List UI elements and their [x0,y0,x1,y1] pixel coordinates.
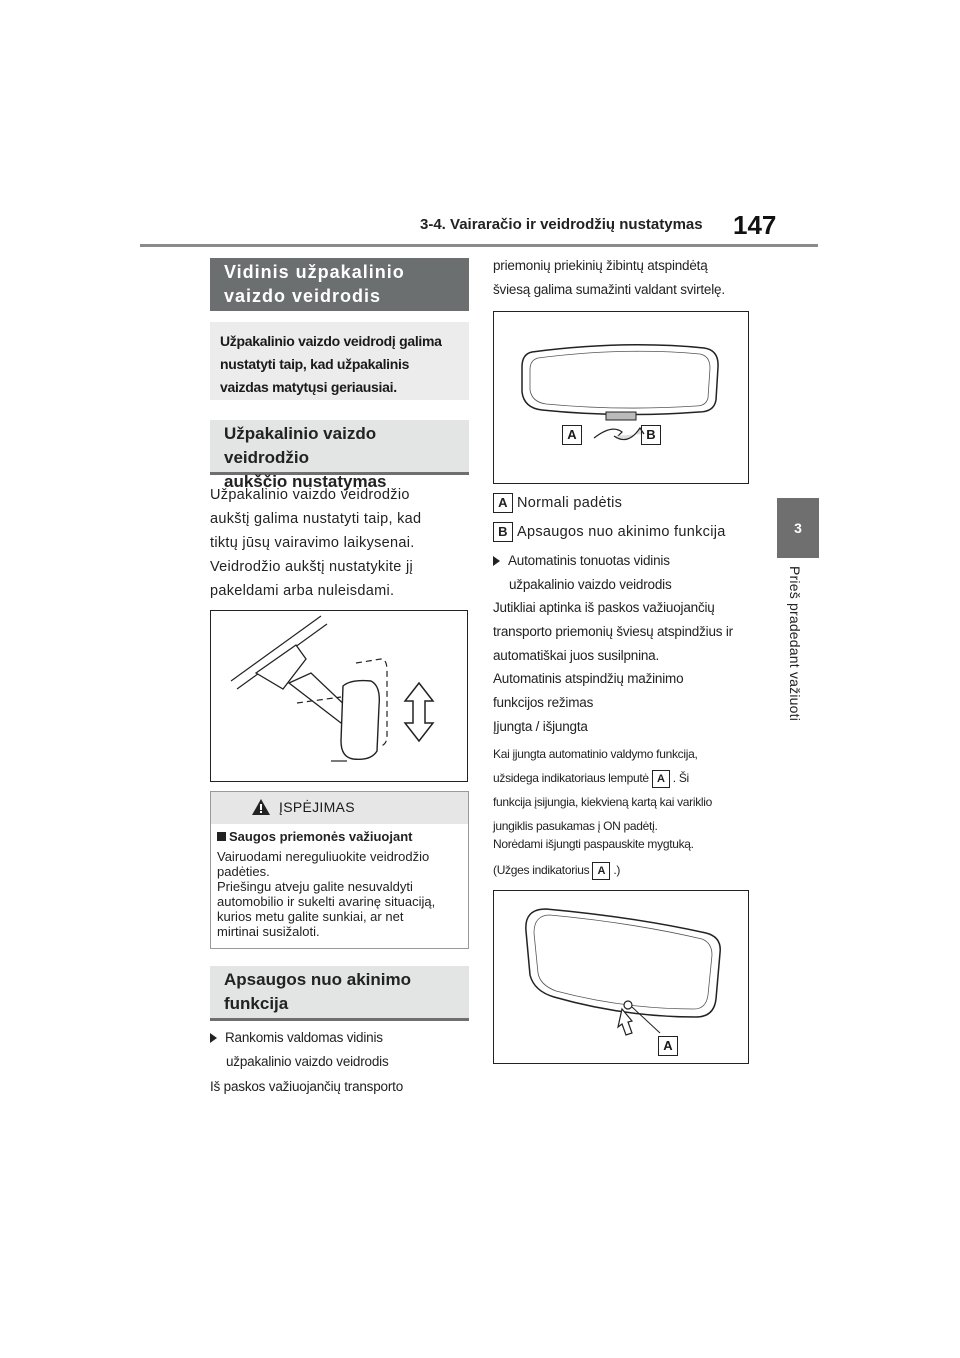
header-rule [140,244,818,247]
bottom-line: Iš paskos važiuojančių transporto [210,1079,404,1094]
bullet-triangle-icon [210,1033,217,1043]
mode-line1: Automatinis atspindžių mažinimo [493,671,684,686]
right-top-line1: priemonių priekinių žibintų atspindėtą [493,258,708,273]
note-line1: Kai įjungta automatinio valdymo funkcija, [493,747,698,761]
bullet-manual [210,1026,470,1074]
intro-line2: nustatyti taip, kad užpakalinis [220,356,410,372]
intro-line1: Užpakalinio vaizdo veidrodį galima [220,333,442,349]
page-number: 147 [733,210,777,240]
bullet1-line1: Rankomis valdomas vidinis [225,1030,383,1045]
note-line6-post: .) [613,863,621,877]
fig2-label-a: A [658,1036,678,1056]
height-text-line1: Užpakalinio vaizdo veidrodžio [210,487,410,503]
note-line3: funkcija įsijungia, kiekvieną kartą kai variklio [493,795,713,809]
auto-mirror-figure [493,890,749,1064]
main-heading-line2: vaizdo veidrodis [224,286,382,306]
legend-a-text: Normali padėtis [517,495,623,511]
height-heading-line2: aukščio nustatymas [224,472,387,491]
bullet2-line1: Automatinis tonuotas vidinis [508,553,670,568]
height-paragraph [210,483,470,555]
height-text-line2: aukštį galima nustatyti taip, kad [210,511,422,527]
legend-a [493,491,763,515]
warning-line6: mirtinai susižaloti. [217,924,320,939]
warning-box [210,791,469,949]
warning-title: ĮSPĖJIMAS [279,799,355,815]
note-paragraph [493,742,763,838]
mode-line2: funkcijos režimas [493,695,594,710]
warning-line2: padėties. [217,864,270,879]
note-line4: jungiklis pasukamas į ON padėtį. [493,819,658,833]
mode-paragraph [493,667,763,715]
fig1-label-b: B [641,425,661,445]
height-text-line3: tiktų jūsų vairavimo laikysenai. [210,535,415,551]
auto-paragraph [493,596,763,668]
height-text2-line1: Veidrodžio aukštį nustatykite jį [210,559,414,575]
note-line2-post: . Ši [672,771,689,785]
antiglare-heading-line2: funkcija [224,994,289,1013]
auto-mirror-illustration [494,891,748,1063]
fig1-label-a: A [562,425,582,445]
right-top-line2: šviesą galima sumažinti valdant svirtelę. [493,282,725,297]
bullet2-line2: užpakalinio vaizdo veidrodis [509,577,672,592]
on-off-text: Įjungta / išjungta [493,719,588,734]
note-line2 [493,766,763,790]
warning-line5: kurios metu galite sunkiai, ar net [217,909,404,924]
note-line6 [493,858,763,882]
mirror-height-illustration [211,611,467,781]
chapter-tab[interactable]: 3 [777,498,819,558]
bullet1-line2: užpakalinio vaizdo veidrodis [226,1054,389,1069]
warning-header [211,792,468,824]
chapter-label: Prieš pradedant važiuoti [787,566,803,721]
intro-line3: vaizdas matytųsi geriausiai. [220,379,397,395]
height-text2-line2: pakeldami arba nuleisdami. [210,583,395,599]
note-line2-badge: A [652,770,670,788]
warning-icon [251,798,271,821]
square-bullet-icon [217,832,226,841]
note-paragraph-2 [493,832,763,882]
warning-subtitle [217,829,462,844]
legend-b-badge: B [493,522,513,542]
note-line2-pre: užsidega indikatoriaus lemputė [493,771,649,785]
main-heading [210,258,469,311]
mirror-height-figure [210,610,468,782]
intro-box [210,322,469,400]
right-top-text [493,254,763,302]
note-line6-badge: A [592,862,610,880]
legend-b [493,520,763,544]
height-heading-line1: Užpakalinio vaizdo veidrodžio [224,424,377,467]
height-paragraph-2 [210,555,470,603]
main-heading-line1: Vidinis užpakalinio [224,262,405,282]
note-line6-pre: (Užges indikatorius [493,863,590,877]
auto-text-line2: transporto priemonių šviesų atspindžius ir [493,624,733,639]
antiglare-heading-line1: Apsaugos nuo akinimo [224,970,412,989]
bullet-auto [493,549,763,597]
warning-line4: automobilio ir sukelti avarinę situaciją, [217,894,436,909]
warning-line1: Vairuodami nereguliuokite veidrodžio [217,849,430,864]
manual-mirror-illustration [494,312,748,483]
bullet-triangle-icon [493,556,500,566]
warning-subtitle-text: Saugos priemonės važiuojant [229,829,413,844]
auto-text-line1: Jutikliai aptinka iš paskos važiuojančių [493,600,715,615]
section-title: 3-4. Vairaračio ir veidrodžių nustatymas [420,216,703,233]
warning-line3: Priešingu atveju galite nesuvaldyti [217,879,413,894]
height-heading [210,420,469,491]
legend-a-badge: A [493,493,513,513]
antiglare-heading [210,966,469,1021]
legend-b-text: Apsaugos nuo akinimo funkcija [517,524,726,540]
manual-mirror-figure [493,311,749,484]
auto-text-line3: automatiškai juos susilpnina. [493,648,660,663]
note-line5: Norėdami išjungti paspauskite mygtuką. [493,837,694,851]
